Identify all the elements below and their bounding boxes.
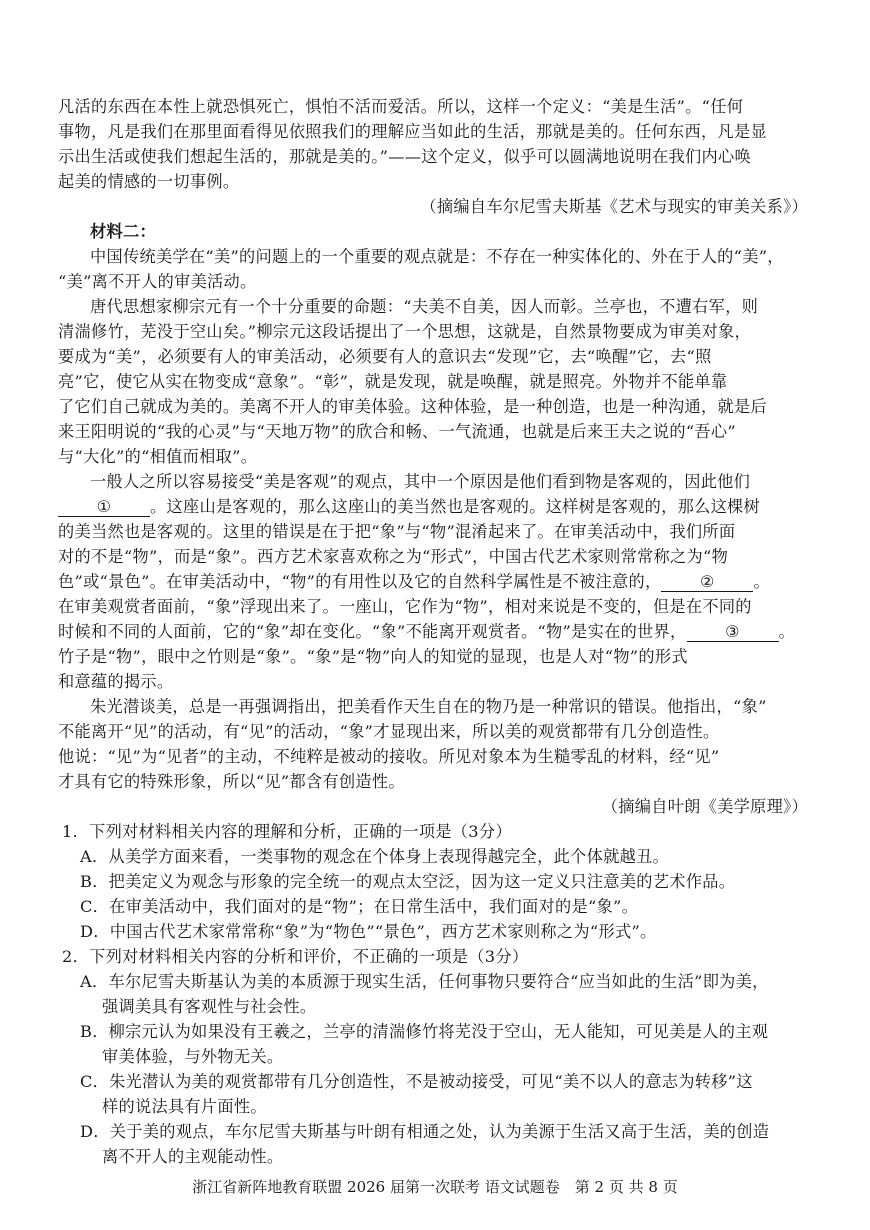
text-line: 清湍修竹，芜没于空山矣。”柳宗元这段话提出了一个思想，这就是，自然景物要成为审美对象， [58, 322, 751, 341]
fill-blank-3[interactable]: ③ [687, 623, 779, 642]
q2-option-b[interactable]: B．柳宗元认为如果没有王羲之，兰亭的清湍修竹将芜没于空山，无人能知，可见美是人的主观 [80, 1022, 769, 1041]
section-heading: 材料二： [90, 222, 156, 241]
text-line: 和意蕴的揭示。 [58, 672, 174, 691]
text-line: 一般人之所以容易接受“美是客观”的观点，其中一个原因是他们看到物是客观的，因此他们 [90, 472, 751, 491]
text-line: 的美当然也是客观的。这里的错误是在于把“象”与“物”混淆起来了。在审美活动中，我们所面 [58, 522, 736, 541]
text-line: 才具有它的特殊形象，所以“见”都含有创造性。 [58, 772, 405, 791]
text-line: 朱光潜谈美，总是一再强调指出，把美看作天生自在的物乃是一种常识的错误。他指出，“象” [90, 697, 767, 716]
q1-option-b[interactable]: B．把美定义为观念与形象的完全统一的观点太空泛，因为这一定义只注意美的艺术作品。 [80, 872, 736, 891]
text-line: 唐代思想家柳宗元有一个十分重要的命题：“夫美不自美，因人而彰。兰亭也，不遭右军，则 [90, 297, 759, 316]
q1-option-c[interactable]: C．在审美活动中，我们面对的是“物”；在日常生活中，我们面对的是“象”。 [80, 897, 639, 916]
q2-option-a[interactable]: A．车尔尼雪夫斯基认为美的本质源于现实生活，任何事物只要符合“应当如此的生活”即为美， [80, 972, 769, 991]
text-line: 亮”它，使它从实在物变成“意象”。“彰”，就是发现，就是唤醒，就是照亮。外物并不能单靠 [58, 372, 728, 391]
text-span: 。这座山是客观的，那么这座山的美当然也是客观的。这样树是客观的，那么这棵树 [150, 497, 761, 516]
text-line: 要成为“美”，必须要有人的审美活动，必须要有人的意识去“发现”它，去“唤醒”它，去“照 [58, 347, 712, 366]
text-line: 中国传统美学在“美”的问题上的一个重要的观点就是：不存在一种实体化的、外在于人的“美”， [90, 247, 784, 266]
fill-blank-2[interactable]: ② [661, 573, 753, 592]
text-line: 来王阳明说的“我的心灵”与“天地万物”的欣合和畅、一气流通，也就是后来王夫之说的“吾心” [58, 422, 736, 441]
text-line: 示出生活或使我们想起生活的，那就是美的。”——这个定义，似乎可以圆满地说明在我们内心唤 [58, 147, 751, 166]
text-line [58, 496, 760, 518]
text-line: 他说：“见”为“见者”的主动，不纯粹是被动的接收。所见对象本为生糙零乱的材料，经“见” [58, 747, 720, 766]
text-line: 凡活的东西在本性上就恐惧死亡，惧怕不活而爱活。所以，这样一个定义：“美是生活”。“任何 [58, 97, 744, 116]
question-2-stem: 2．下列对材料相关内容的分析和评价，不正确的一项是（3分） [62, 947, 529, 966]
text-line [58, 571, 770, 593]
text-line: 不能离开“见”的活动，有“见”的活动，“象”才显现出来，所以美的观赏都带有几分创造性。 [58, 722, 720, 741]
question-1-stem: 1．下列对材料相关内容的理解和分析，正确的一项是（3分） [62, 822, 512, 841]
q2-option-d-cont[interactable]: 离不开人的主观能动性。 [102, 1147, 284, 1166]
text-line: “美”离不开人的审美活动。 [58, 272, 257, 291]
q2-option-c[interactable]: C．朱光潜认为美的观赏都带有几分创造性，不是被动接受，可见“美不以人的意志为转移”这 [80, 1072, 753, 1091]
text-span: 色”或“景色”。在审美活动中，“物”的有用性以及它的自然科学属性是不被注意的， [58, 572, 662, 591]
text-span: 。 [778, 622, 796, 641]
text-line: 对的不是“物”，而是“象”。西方艺术家喜欢称之为“形式”，中国古代艺术家则常常称之为“物 [58, 547, 729, 566]
q1-option-a[interactable]: A．从美学方面来看，一类事物的观念在个体身上表现得越完全，此个体就越丑。 [80, 847, 670, 866]
text-line: 在审美观赏者面前，“象”浮现出来了。一座山，它作为“物”，相对来说是不变的，但是在不同的 [58, 597, 752, 616]
source-citation: （摘编自车尔尼雪夫斯基《艺术与现实的审美关系》） [420, 197, 808, 216]
text-span: 。 [753, 572, 770, 591]
text-line: 起美的情感的一切事例。 [58, 172, 240, 191]
text-line: 了它们自己就成为美的。美离不开人的审美体验。这种体验，是一种创造，也是一种沟通，就是后 [58, 397, 767, 416]
text-span: 时候和不同的人面前，它的“象”却在变化。“象”不能离开观赏者。“物”是实在的世界， [58, 622, 687, 641]
text-line [58, 621, 795, 643]
source-citation: （摘编自叶朗《美学原理》） [601, 797, 808, 816]
q1-option-d[interactable]: D．中国古代艺术家常常称“象”为“物色”“景色”，西方艺术家则称之为“形式”。 [80, 922, 657, 941]
page-footer: 浙江省新阵地教育联盟 2026 届第一次联考 语文试题卷 第 2 页 共 8 页 [192, 1178, 678, 1196]
q2-option-a-cont[interactable]: 强调美具有客观性与社会性。 [102, 997, 317, 1016]
text-line: 与“大化”的“相值而相取”。 [58, 447, 258, 466]
text-line: 事物，凡是我们在那里面看得见依照我们的理解应当如此的生活，那就是美的。任何东西，凡是显 [58, 122, 767, 141]
q2-option-c-cont[interactable]: 样的说法具有片面性。 [102, 1097, 267, 1116]
fill-blank-1[interactable]: ① [58, 498, 150, 517]
text-line: 竹子是“物”，眼中之竹则是“象”。“象”是“物”向人的知觉的显现，也是人对“物”的形式 [58, 647, 688, 666]
q2-option-b-cont[interactable]: 审美体验，与外物无关。 [102, 1047, 284, 1066]
q2-option-d[interactable]: D．关于美的观点，车尔尼雪夫斯基与叶朗有相通之处，认为美源于生活又高于生活，美的创造 [80, 1122, 770, 1141]
